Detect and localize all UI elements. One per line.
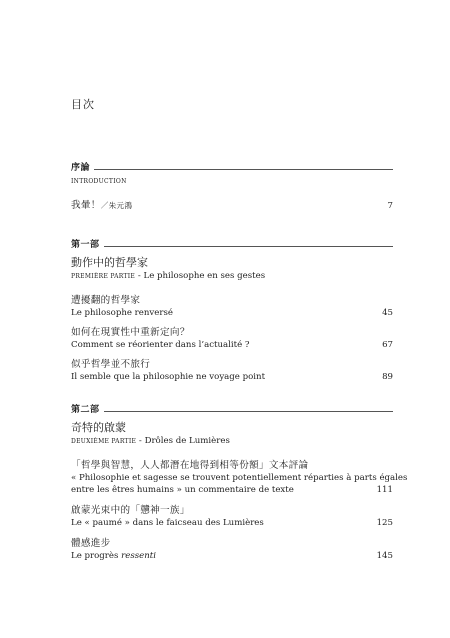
toc-entry-fr-line1: « Philosophie et sagesse se trouvent potentiellement réparties à parts égales — [71, 473, 408, 483]
intro-section — [71, 163, 393, 212]
part2-title: 奇特的啟蒙 — [71, 421, 126, 434]
toc-entry[interactable] — [71, 459, 408, 496]
part1-sep: - — [135, 271, 144, 281]
part1-title: 動作中的哲學家 — [71, 256, 148, 269]
toc-entry[interactable] — [71, 294, 393, 319]
toc-entry-cn: 「哲學與智慧，人人都潛在地得到相等份額」文本評論 — [71, 460, 309, 471]
toc-entry[interactable] — [71, 326, 393, 351]
toc-entry-cn: 遭擾翻的哲學家 — [71, 295, 141, 306]
toc-entry-cn: 體感進步 — [71, 538, 111, 549]
toc-entry-cn: 啟蒙光束中的「戇神一族」 — [71, 505, 190, 516]
toc-entry-author: ／朱元鴻 — [100, 201, 133, 210]
intro-heading — [71, 163, 393, 174]
part2-section — [71, 405, 408, 562]
toc-entry-fr — [71, 550, 393, 562]
toc-entry-page: 45 — [382, 308, 393, 318]
page-title: 目次 — [71, 98, 95, 111]
toc-entry-cn: 如何在現實性中重新定向？ — [71, 327, 190, 338]
toc-entry-fr-text: Le progrès — [71, 551, 122, 561]
toc-entry-fr: Il semble que la philosophie ne voyage point — [71, 372, 266, 382]
toc-entry-page: 145 — [376, 551, 393, 561]
part1-label: PREMIÈRE PARTIE — [71, 273, 136, 280]
part1-subtitle-text: Le philosophe en ses gestes — [143, 271, 266, 281]
part1-heading — [71, 240, 393, 251]
part1-section — [71, 240, 393, 383]
toc-entry-cn: 似乎哲學並不旅行 — [71, 359, 151, 370]
toc-entry-title-text: 我暈！ — [71, 200, 101, 211]
toc-entry-page: 89 — [382, 372, 393, 382]
part2-label: DEUXIÈME PARTIE — [71, 438, 137, 445]
part1-rule — [104, 246, 393, 247]
toc-entry[interactable] — [71, 537, 393, 562]
intro-heading-label: 序論 — [71, 163, 91, 173]
toc-entry-intro[interactable] — [71, 199, 393, 212]
toc-entry-page: 67 — [382, 340, 393, 350]
part1-subtitle — [71, 270, 393, 283]
toc-entry-page: 7 — [387, 201, 393, 211]
toc-entry[interactable] — [71, 504, 393, 529]
intro-subtitle: INTRODUCTION — [71, 178, 127, 185]
part2-heading-label: 第二部 — [71, 405, 100, 415]
part2-subtitle — [71, 435, 393, 448]
part1-heading-label: 第一部 — [71, 240, 100, 250]
toc-entry-fr-italic: ressenti — [121, 551, 156, 561]
toc-entry-title — [71, 199, 393, 212]
part2-sep: - — [136, 436, 145, 446]
toc-entry-fr-line2: entre les êtres humains » un commentaire de texte — [71, 485, 294, 495]
toc-entry-page: 125 — [376, 518, 393, 528]
toc-entry-page: 111 — [376, 485, 393, 495]
toc-entry[interactable] — [71, 358, 393, 383]
intro-rule — [94, 169, 393, 170]
toc-entry-fr: Le « paumé » dans le faicseau des Lumières — [71, 518, 264, 528]
part2-subtitle-text: Drôles de Lumières — [144, 436, 230, 446]
part2-heading — [71, 405, 393, 416]
part2-rule — [104, 411, 393, 412]
toc-entry-fr: Comment se réorienter dans l’actualité ? — [71, 340, 250, 350]
toc-entry-fr: Le philosophe renversé — [71, 308, 173, 318]
